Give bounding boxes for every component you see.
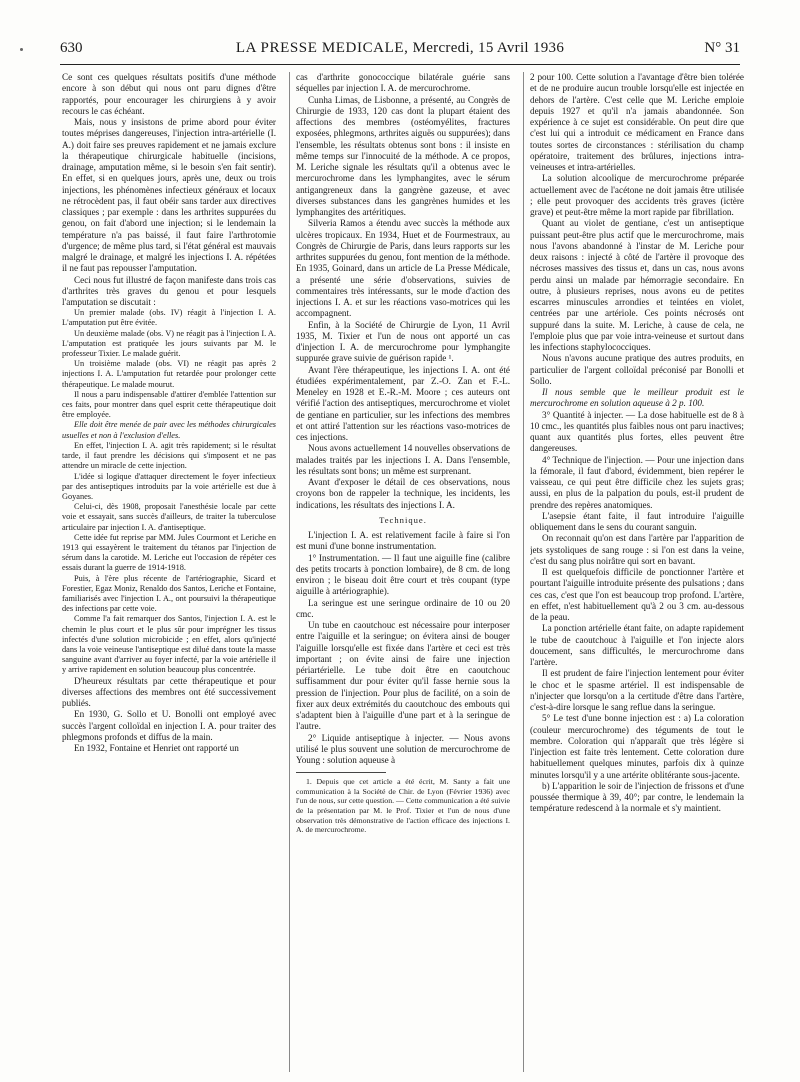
paragraph: Un deuxième malade (obs. V) ne réagit pas à l'injection I. A. L'amputation est pratiquée les jours suivants par M. le professeur Tixier. Le malade guérit. [62,328,276,359]
header-rule [60,64,740,65]
paragraph: Un troisième malade (obs. VI) ne réagit pas après 2 injections I. A. L'amputation fut retardée pour prolonger cette thérapeutique. Le malade mourut. [62,359,276,389]
column-divider [289,72,290,1072]
page-number: 630 [60,40,83,56]
paragraph: 1° Instrumentation. — Il faut une aiguille fine (calibre des petits trocarts à ponction lombaire), de 8 cm. de long environ ; le biseau doit être court et très coupant (type aiguille à artériographie). [296,552,510,597]
paragraph: 2 pour 100. Cette solution a l'avantage d'être bien tolérée et de ne produire aucun trouble lorsqu'elle est injectée en dehors de l'artère. C'est celle que M. Leriche emploie depuis 1927 et qu'il n'a jamais abandonnée. Son expérience à ce sujet est considérable. On peut dire que c'est lui qui a introduit ce médicament en France dans toutes sortes de circonstances : stérilisation du champ opératoire, traitement des brûlures, injections intra-veineuses et intra-artérielles. [530,72,744,172]
paragraph: Un premier malade (obs. IV) réagit à l'injection I. A. L'amputation put être évitée. [62,308,276,328]
margin-mark [20,48,23,51]
paragraph: D'heureux résultats par cette thérapeutique et pour diverses affections des membres ont été successivement publiés. [62,675,276,709]
footnote: 1. Depuis que cet article a été écrit, M. Santy a fait une communication à la Société de Chir. de Lyon (Février 1936) avec l'un de nous, sur cette question. — Cette communication a été suivie de la présentation par M. le Prof. Tixier et l'un de nous d'une observation très démonstrative de l'action efficace des injections I. A. de mercurochrome. [296,777,510,835]
paragraph: Nous avons actuellement 14 nouvelles observations de malades traités par les injections I. A. Dans l'ensemble, les résultats sont bons; un même est surprenant. [296,443,510,476]
paragraph: Ceci nous fut illustré de façon manifeste dans trois cas d'arthrites très graves du genou et pour lesquels l'amputation se discutait : [62,274,276,307]
paragraph: La seringue est une seringue ordinaire de 10 ou 20 cmc. [296,597,510,619]
text-column-right [530,72,744,1072]
paragraph: Cette idée fut reprise par MM. Jules Courmont et Leriche en 1913 qui essayèrent le traitement du tétanos par l'injection de sérum dans la carotide. M. Leriche eut l'occasion de répéter ces essais durant la guerre de 1914-1918. [62,532,276,573]
paragraph: 3° Quantité à injecter. — La dose habituelle est de 8 à 10 cmc., les quantités plus faibles nous ont paru inactives; quant aux quantités plus fortes, elles peuvent être dangereuses. [530,409,744,454]
paragraph: La ponction artérielle étant faite, on adapte rapidement le tube de caoutchouc à l'aiguille et l'on injecte alors doucement, sans difficultés, le mercurochrome dans l'artère. [530,623,744,667]
publication-name: LA PRESSE MEDICALE, [235,40,409,56]
paragraph: L'injection I. A. est relativement facile à faire si l'on est muni d'une bonne instrumentation. [296,530,510,552]
paragraph: La solution alcoolique de mercurochrome préparée actuellement avec de l'acétone ne doit jamais être utilisée ; elle peut provoquer des accidents très graves (ictère grave) et peut-être même la mort rapide par fibrillation. [530,173,744,217]
text-column-middle [296,72,510,1072]
paragraph: Avant d'exposer le détail de ces observations, nous croyons bon de rappeler la technique, les incidents, les indications, les résultats des injections I. A. [296,477,510,510]
issue-number: N° 31 [704,40,740,56]
paragraph: Ce sont ces quelques résultats positifs d'une méthode encore à son début qui nous ont paru dignes d'être rapportés, pour encourager les chirurgiens à y avoir recours le cas échéant. [62,72,276,116]
paragraph: Cunha Limas, de Lisbonne, a présenté, au Congrès de Chirurgie de 1933, 120 cas dont la plupart étaient des affections des membres (ostéomyélites, fractures exposées, phlegmons, arthrites aiguës ou suppurées); dans l'ensemble, les résultats obtenus sont bons : il insiste en même temps sur l'innocuité de la méthode. A ce propos, M. Leriche signale les résultats qu'il a obtenus avec le mercurochrome dans les lymphangites, avec le sérum antigangreneux dans la gangrène gazeuse, et avec diverses substances dans les gangrènes humides et les lymphangites des artéritiques. [296,94,510,217]
paragraph: Celui-ci, dès 1908, proposait l'anesthésie locale par cette voie et essayait, sans succès d'ailleurs, de traiter la tuberculose articulaire par injection I. A. d'antiseptique. [62,502,276,532]
paragraph: On reconnait qu'on est dans l'artère par l'apparition de jets systoliques de sang rouge : si l'on est dans la veine, c'est du sang plus noirâtre qui sort en bavant. [530,533,744,566]
paragraph: Comme l'a fait remarquer dos Santos, l'injection I. A. est le chemin le plus court et le plus sûr pour imprégner les tissus infectés d'une solution microbicide ; en effet, alors qu'injecté dans la voie veineuse l'antiseptique est dilué dans toute la masse sanguine avant d'arriver au foyer infecté, par la voie artérielle il y arrive rapidement en solution beaucoup plus concentrée. [62,614,276,675]
paragraph: En effet, l'injection I. A. agit très rapidement; si le résultat tarde, il faut prendre les décisions qui s'imposent et ne pas attendre un miracle de cette injection. [62,440,276,471]
section-heading: Technique. [379,514,427,525]
paragraph: L'asepsie étant faite, il faut introduire l'aiguille obliquement dans le sens du courant sanguin. [530,510,744,532]
paragraph: 2° Liquide antiseptique à injecter. — Nous avons utilisé le plus souvent une solution de mercurochrome de Young : solution aqueuse à [296,732,510,765]
paragraph: Il est prudent de faire l'injection lentement pour éviter le choc et le spasme artériel. Il est indispensable de n'injecter que lorsqu'on a la certitude d'être dans l'artère, c'est-à-dire lorsque le sang reflue dans la seringue. [530,668,744,712]
text-column-left [62,72,276,1072]
paragraph: Nous n'avons aucune pratique des autres produits, en particulier de l'argent colloïdal préconisé par Bonolli et Sollo. [530,353,744,386]
paragraph: Un tube en caoutchouc est nécessaire pour interposer entre l'aiguille et la seringue; on évitera ainsi de bouger l'aiguille lorsqu'elle est fixée dans l'artère et ceci est très important ; on évite ainsi de faire une injection périartérielle. Le tube doit être en caoutchouc suffisamment dur pour éviter qu'il fasse hernie sous la pression de l'injection. Pour plus de facilité, on a soin de fixer aux deux extrémités du caoutchouc des embouts qui s'adaptent bien à l'aiguille d'une part et à la seringue de l'autre. [296,620,510,732]
paragraph: 4° Technique de l'injection. — Pour une injection dans la fémorale, il faut d'abord, évidemment, bien repérer le vaisseau, ce qui peut être difficile chez les sujets gras; aussi, en plus de la palpation du pouls, est-il prudent de prendre des repères anatomiques. [530,454,744,510]
paragraph: Silveria Ramos a étendu avec succès la méthode aux ulcères tropicaux. En 1934, Huet et de Fourmestraux, au Congrès de Chirurgie de Paris, dans leurs rapports sur les arthrites suppurées du genou, font mention de la méthode. En 1935, Goinard, dans un article de La Presse Médicale, a présenté une série d'observations, suivies de commentaires très intéressants, sur le mode d'action des injections I. A. et sur les réactions vaso-motrices qui les accompagnent. [296,218,510,319]
paragraph: Il est quelquefois difficile de ponctionner l'artère et pourtant l'aiguille introduite présente des pulsations ; dans ces cas, c'est que l'on est beaucoup trop profond. L'artère, en effet, n'est habituellement qu'à 2 ou 3 cm. au-dessous de la peau. [530,567,744,622]
paragraph: b) L'apparition le soir de l'injection de frissons et d'une poussée thermique à 39, 40°; par contre, le lendemain la température redescend à la normale et s'y maintient. [530,780,744,814]
issue-date: Mercredi, 15 Avril 1936 [412,40,565,56]
paragraph: Il nous semble que le meilleur produit est le mercurochrome en solution aqueuse à 2 p. 100. [530,387,744,409]
paragraph: 5° Le test d'une bonne injection est : a) La coloration (couleur mercurochrome) des téguments de tout le membre. Coloration qui n'apparaît que très légère si l'injection est faite très lentement. Cette coloration dure habituellement quelques minutes, parfois dix à quinze minutes lorsqu'il y a une artérite oblitérante sous-jacente. [530,713,744,780]
paragraph: Mais, nous y insistons de prime abord pour éviter toutes méprises dangereuses, l'injection intra-artérielle (I. A.) doit faire ses preuves rapidement et ne jamais exclure la thérapeutique chirurgicale habituelle (incisions, drainage, amputation même, si le besoin s'en fait sentir). En effet, si en quelques jours, après une, deux ou trois injections, les phénomènes infectieux généraux et locaux ne rétrocèdent pas, il faut obéir sans tarder aux directives classiques ; par exemple : dans les arthrites suppurées du genou, on fait d'abord une injection; si le lendemain la température n'a pas baissé, il faut faire l'arthrotomie d'urgence; de même plus tard, si l'état général est mauvais malgré le drainage, et malgré les injections I. A. répétées il ne faut pas repousser l'amputation. [62,117,276,274]
page-header [60,40,740,64]
paragraph: L'idée si logique d'attaquer directement le foyer infectieux par des antiseptiques introduits par la voie artérielle est due à Goyanes. [62,471,276,501]
paragraph: Il nous a paru indispensable d'attirer d'emblée l'attention sur ces faits, pour montrer dans quel esprit cette thérapeutique doit être employée. [62,389,276,420]
paragraph: Avant l'ère thérapeutique, les injections I. A. ont été étudiées expérimentalement, par Z.-O. Zan et F.-L. Meneley en 1928 et E.-R.-M. Moore ; ces auteurs ont vérifié l'action des antiseptiques, mercurochrome et violet de gentiane en particulier, sur les infections des membres et ont attiré l'attention sur les réactions vaso-motrices de ces injections. [296,364,510,442]
paragraph: Elle doit être menée de pair avec les méthodes chirurgicales usuelles et non à l'exclusion d'elles. [62,420,276,440]
running-title [60,40,740,57]
footnote-rule [296,772,386,773]
paragraph: Enfin, à la Société de Chirurgie de Lyon, 11 Avril 1935, M. Tixier et l'un de nous ont apporté un cas d'injection I. A. de mercurochrome pour lymphangite suppurée grave suivie de guérison rapide ¹. [296,319,510,364]
paragraph: Puis, à l'ère plus récente de l'artériographie, Sicard et Forestier, Egaz Moniz, Renaldo dos Santos, Leriche et Fontaine, familiarisés avec l'injection I. A., ont poursuivi la thérapeutique des infections par cette voie. [62,573,276,614]
paragraph: Quant au violet de gentiane, c'est un antiseptique puissant peut-être plus actif que le mercurochrome, mais nous l'avons abandonné à l'instar de M. Leriche pour deux raisons : injecté à côté de l'artère il provoque des nécroses massives des tissus et, dans un cas, nous avons perdu ainsi un malade par hémorragie secondaire. En outre, à plusieurs reprises, nous avons eu de petites escarres minuscules arrondies et teintées en violet, centrées par une artériole. Ces points nécrosés ont suppuré dans la suite. M. Leriche, à cause de cela, ne l'emploie plus que par voie intra-veineuse et surtout dans les infections staphylococciques. [530,218,744,352]
paragraph: En 1932, Fontaine et Henriet ont rapporté un [74,743,239,754]
paragraph: En 1930, G. Sollo et U. Bonolli ont employé avec succès l'argent colloïdal en injection I. A. pour traiter des phlegmons profonds et diffus de la main. [62,709,276,742]
paragraph: cas d'arthrite gonococcique bilatérale guérie sans séquelles par injection I. A. de mercurochrome. [296,72,510,94]
column-divider [523,72,524,1072]
